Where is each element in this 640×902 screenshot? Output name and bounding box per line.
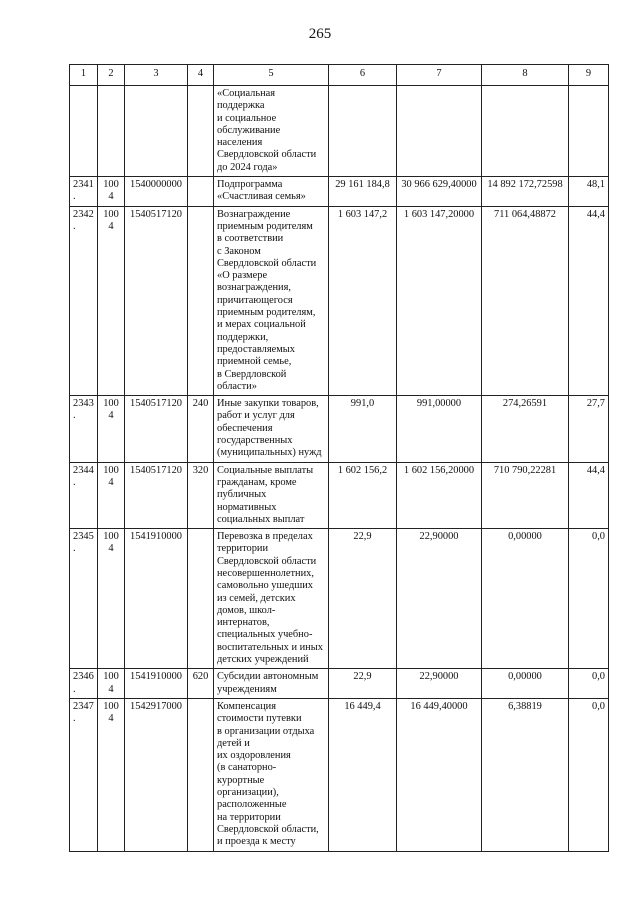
plan-amount-cell: 991,00000 <box>397 396 482 462</box>
section-cell: 1004 <box>98 529 125 669</box>
target-code-cell: 1541910000 <box>125 529 188 669</box>
expense-type-cell <box>188 86 214 177</box>
plan-amount-cell <box>397 86 482 177</box>
executed-amount-cell: 14 892 172,72598 <box>482 177 569 207</box>
table-body <box>70 86 609 852</box>
column-header-6: 6 <box>329 65 397 86</box>
name-cell: Подпрограмма «Счастливая семья» <box>214 177 329 207</box>
page-number: 265 <box>308 26 332 42</box>
row-number-cell: 2345. <box>70 529 98 669</box>
column-header-1: 1 <box>70 65 98 86</box>
column-header-7: 7 <box>397 65 482 86</box>
row-number-cell: 2344. <box>70 462 98 528</box>
budget-table <box>69 64 609 852</box>
row-number-cell <box>70 86 98 177</box>
section-cell: 1004 <box>98 669 125 699</box>
row-number-cell: 2342. <box>70 206 98 395</box>
executed-amount-cell: 710 790,22281 <box>482 462 569 528</box>
executed-amount-cell: 711 064,48872 <box>482 206 569 395</box>
percent-cell: 44,4 <box>569 206 609 395</box>
table-row <box>70 529 609 669</box>
executed-amount-cell: 6,38819 <box>482 698 569 851</box>
target-code-cell: 1542917000 <box>125 698 188 851</box>
section-cell: 1004 <box>98 177 125 207</box>
percent-cell <box>569 86 609 177</box>
target-code-cell: 1540517120 <box>125 206 188 395</box>
target-code-cell: 1541910000 <box>125 669 188 699</box>
name-cell: «Социальная поддержка и социальное обслуживание населения Свердловской области до 2024 года» <box>214 86 329 177</box>
name-cell: Вознаграждение приемным родителям в соответствии с Законом Свердловской области «О размере вознаграждения, причитающегося приемным родителям, и мерах социальной поддержки, предоставляемых приемной семье, в Свердловской области» <box>214 206 329 395</box>
approved-amount-cell: 16 449,4 <box>329 698 397 851</box>
plan-amount-cell: 16 449,40000 <box>397 698 482 851</box>
plan-amount-cell: 30 966 629,40000 <box>397 177 482 207</box>
row-number-cell: 2341. <box>70 177 98 207</box>
table-row <box>70 86 609 177</box>
table-row <box>70 177 609 207</box>
table-row <box>70 462 609 528</box>
expense-type-cell <box>188 529 214 669</box>
header-row <box>70 65 609 86</box>
executed-amount-cell: 0,00000 <box>482 529 569 669</box>
approved-amount-cell: 1 602 156,2 <box>329 462 397 528</box>
plan-amount-cell: 22,90000 <box>397 529 482 669</box>
row-number-cell: 2346. <box>70 669 98 699</box>
table-row <box>70 669 609 699</box>
approved-amount-cell: 22,9 <box>329 529 397 669</box>
section-cell: 1004 <box>98 462 125 528</box>
column-header-5: 5 <box>214 65 329 86</box>
target-code-cell: 1540000000 <box>125 177 188 207</box>
approved-amount-cell: 29 161 184,8 <box>329 177 397 207</box>
expense-type-cell <box>188 698 214 851</box>
name-cell: Социальные выплаты гражданам, кроме публичных нормативных социальных выплат <box>214 462 329 528</box>
name-cell: Перевозка в пределах территории Свердловской области несовершеннолетних, самовольно ушедших из семей, детских домов, школ- интернатов, специальных учебно- воспитательных и иных детских учреждений <box>214 529 329 669</box>
column-header-4: 4 <box>188 65 214 86</box>
percent-cell: 48,1 <box>569 177 609 207</box>
percent-cell: 44,4 <box>569 462 609 528</box>
executed-amount-cell: 0,00000 <box>482 669 569 699</box>
name-cell: Компенсация стоимости путевки в организации отдыха детей и их оздоровления (в санаторно- курортные организации), расположенные на территории Свердловской области, и проезда к месту <box>214 698 329 851</box>
column-header-3: 3 <box>125 65 188 86</box>
section-cell: 1004 <box>98 396 125 462</box>
approved-amount-cell: 991,0 <box>329 396 397 462</box>
approved-amount-cell: 1 603 147,2 <box>329 206 397 395</box>
percent-cell: 27,7 <box>569 396 609 462</box>
target-code-cell <box>125 86 188 177</box>
plan-amount-cell: 1 603 147,20000 <box>397 206 482 395</box>
name-cell: Субсидии автономным учреждениям <box>214 669 329 699</box>
column-header-9: 9 <box>569 65 609 86</box>
column-header-2: 2 <box>98 65 125 86</box>
section-cell: 1004 <box>98 206 125 395</box>
approved-amount-cell: 22,9 <box>329 669 397 699</box>
percent-cell: 0,0 <box>569 698 609 851</box>
section-cell: 1004 <box>98 698 125 851</box>
plan-amount-cell: 1 602 156,20000 <box>397 462 482 528</box>
expense-type-cell <box>188 177 214 207</box>
row-number-cell: 2343. <box>70 396 98 462</box>
table-row <box>70 206 609 395</box>
plan-amount-cell: 22,90000 <box>397 669 482 699</box>
percent-cell: 0,0 <box>569 669 609 699</box>
approved-amount-cell <box>329 86 397 177</box>
expense-type-cell <box>188 206 214 395</box>
section-cell <box>98 86 125 177</box>
name-cell: Иные закупки товаров, работ и услуг для обеспечения государственных (муниципальных) нужд <box>214 396 329 462</box>
expense-type-cell: 320 <box>188 462 214 528</box>
executed-amount-cell <box>482 86 569 177</box>
column-header-8: 8 <box>482 65 569 86</box>
expense-type-cell: 240 <box>188 396 214 462</box>
expense-type-cell: 620 <box>188 669 214 699</box>
table-row <box>70 396 609 462</box>
percent-cell: 0,0 <box>569 529 609 669</box>
table-row <box>70 698 609 851</box>
target-code-cell: 1540517120 <box>125 396 188 462</box>
executed-amount-cell: 274,26591 <box>482 396 569 462</box>
row-number-cell: 2347. <box>70 698 98 851</box>
target-code-cell: 1540517120 <box>125 462 188 528</box>
